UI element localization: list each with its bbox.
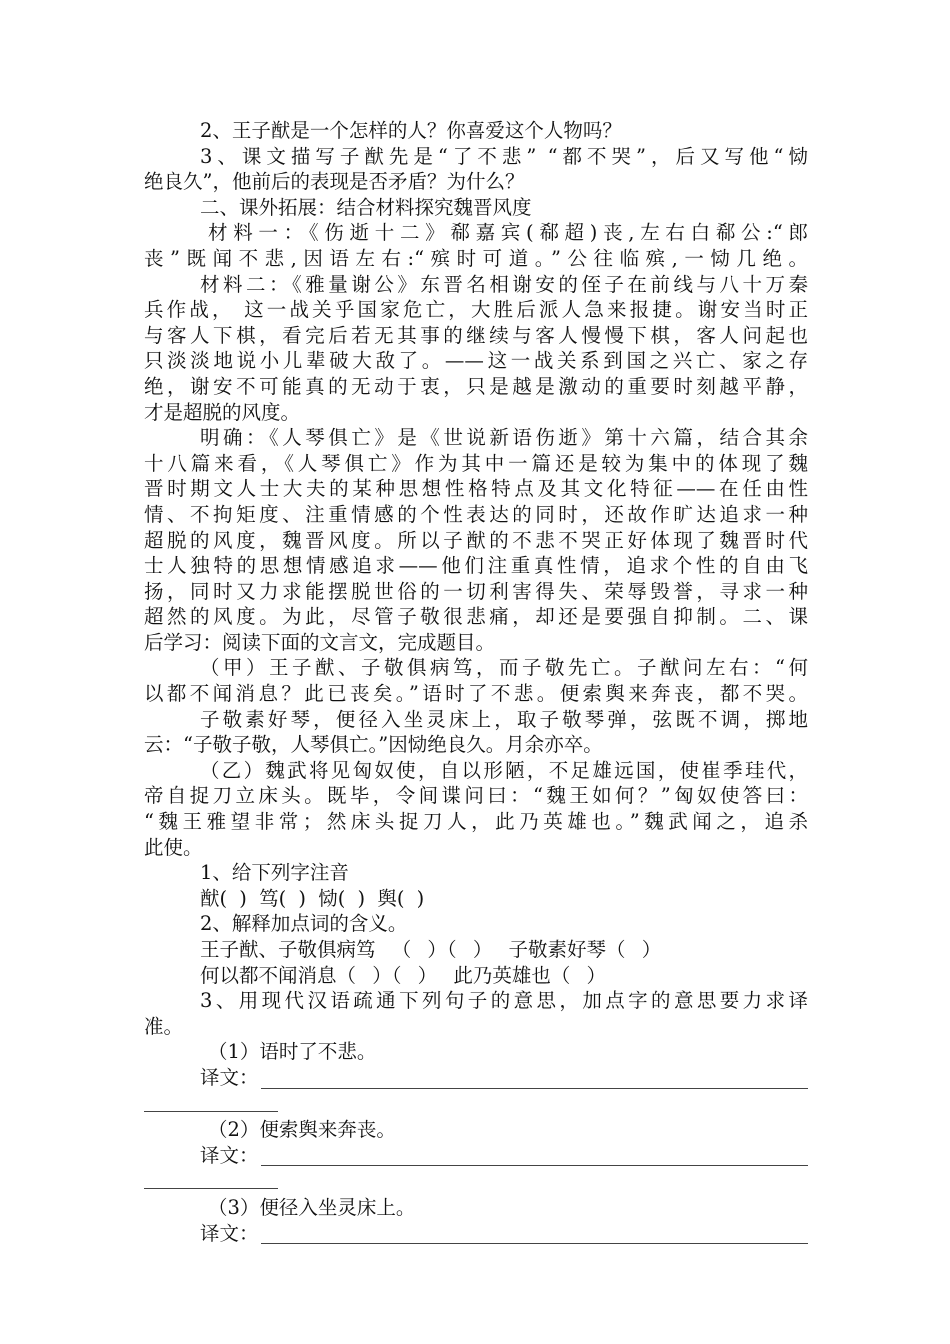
material-2-line-4: 只淡淡地说小儿辈破大敌了。——这一战关系到国之兴亡、家之存: [144, 349, 808, 373]
translation-label: 译文：: [200, 1221, 259, 1245]
material-2-line-6: 才是超脱的风度。: [144, 400, 301, 424]
passage-b-line-4: 此使。: [144, 835, 203, 859]
passage-a-line-2: 以都不闻消息？此已丧矣。”语时了不悲。便索舆来奔丧，都不哭。: [144, 682, 808, 706]
material-2-line-2: 兵作战， 这一战关乎国家危亡，大胜后派人急来报捷。谢安当时正: [144, 298, 808, 322]
exercise-3-heading-line-2: 准。: [144, 1014, 184, 1038]
question-2: 2、王子猷是一个怎样的人？你喜爱这个人物吗？: [200, 119, 622, 142]
explanation-line-5: 超脱的风度，魏晋风度。所以子猷的不悲不哭正好体现了魏晋时代: [144, 528, 808, 552]
exercise-2-item-1: 王子猷、子敬俱病笃 （ ）（ ） 子敬素好琴（ ）: [200, 938, 662, 961]
passage-a-line-1: （甲）王子猷、子敬俱病笃，而子敬先亡。子猷问左右：“何: [200, 656, 808, 680]
material-2-line-1: 材料二：《雅量谢公》东晋名相谢安的侄子在前线与八十万秦: [200, 272, 808, 296]
exercise-2-item-2: 何以都不闻消息（ ）（ ） 此乃英雄也（ ）: [200, 963, 607, 987]
explanation-line-3: 晋时期文人士大夫的某种思想性格特点及其文化特征——在任由性: [144, 477, 808, 501]
explanation-line-9: 后学习：阅读下面的文言文，完成题目。: [144, 630, 496, 654]
translation-label: 译文：: [200, 1143, 259, 1167]
passage-b-line-2: 帝自捉刀立床头。既毕，令间谍问曰：“魏王如何？”匈奴使答曰：: [144, 784, 808, 808]
question-3-line-1: 3、课文描写子猷先是“了不悲” “都不哭”，后又写他“恸: [200, 144, 808, 168]
translation-2-answer[interactable]: [144, 1143, 808, 1169]
exercise-2-heading: 2、解释加点词的含义。: [200, 912, 408, 936]
answer-blank-line[interactable]: [261, 1223, 808, 1244]
translation-3-answer[interactable]: [144, 1221, 808, 1247]
explanation-line-2: 十八篇来看，《人琴俱亡》作为其中一篇还是较为集中的体现了魏: [144, 451, 808, 475]
exercise-3-heading-line-1: 3、用现代汉语疏通下列句子的意思，加点字的意思要力求译: [200, 989, 808, 1013]
exercise-1-pinyin-blanks: 猷( ) 笃( ) 恸( ) 舆( ): [200, 886, 425, 910]
material-1-line-2: 丧”既闻不悲,因语左右:“殡时可道。”公往临殡,一恸几绝。: [144, 246, 808, 270]
passage-b-line-1: （乙）魏武将见匈奴使，自以形陋，不足雄远国，使崔季珪代，: [200, 758, 808, 782]
exercise-1-heading: 1、给下列字注音: [200, 861, 349, 885]
translation-1-answer[interactable]: [144, 1065, 808, 1091]
translation-3-sentence: （3）便径入坐灵床上。: [208, 1195, 416, 1219]
material-2-line-3: 与客人下棋，看完后若无其事的继续与客人慢慢下棋，客人问起也: [144, 323, 808, 347]
section-heading-extension: 二、课外拓展：结合材料探究魏晋风度: [200, 195, 532, 219]
explanation-line-4: 情、不拘矩度、注重情感的个性表达的同时，还故作旷达追求一种: [144, 502, 808, 526]
passage-b-line-3: “魏王雅望非常；然床头捉刀人，此乃英雄也。”魏武闻之，追杀: [144, 810, 808, 834]
passage-a-line-3: 子敬素好琴，便径入坐灵床上，取子敬琴弹，弦既不调，掷地: [200, 707, 808, 731]
explanation-line-7: 扬，同时又力求能摆脱世俗的一切利害得失、荣辱毁誉，寻求一种: [144, 579, 808, 603]
translation-2-sentence: （2）便索舆来奔丧。: [208, 1118, 396, 1142]
material-1-line-1: 材料一：《伤逝十二》郗嘉宾(郗超)丧,左右白郗公:“郎: [208, 221, 808, 245]
translation-1-sentence: （1）语时了不悲。: [208, 1040, 377, 1064]
question-3-line-2: 绝良久”，他前后的表现是否矛盾？为什么？: [144, 170, 525, 194]
answer-blank-line[interactable]: [261, 1145, 808, 1166]
answer-blank-line[interactable]: [261, 1068, 808, 1089]
answer-blank-continuation[interactable]: [144, 1168, 278, 1189]
explanation-line-8: 超然的风度。为此，尽管子敬很悲痛，却还是要强自抑制。二、课: [144, 605, 808, 629]
material-2-line-5: 绝，谢安不可能真的无动于衷，只是越是激动的重要时刻越平静，: [144, 374, 808, 398]
explanation-line-1: 明确：《人琴俱亡》是《世说新语伤逝》第十六篇，结合其余: [200, 426, 808, 450]
explanation-line-6: 士人独特的思想情感追求——他们注重真性情，追求个性的自由飞: [144, 554, 808, 578]
document-page: [144, 118, 808, 1246]
translation-label: 译文：: [200, 1065, 259, 1089]
passage-a-line-4: 云：“子敬子敬，人琴俱亡。”因恸绝良久。月余亦卒。: [144, 733, 603, 757]
answer-blank-continuation[interactable]: [144, 1091, 278, 1112]
